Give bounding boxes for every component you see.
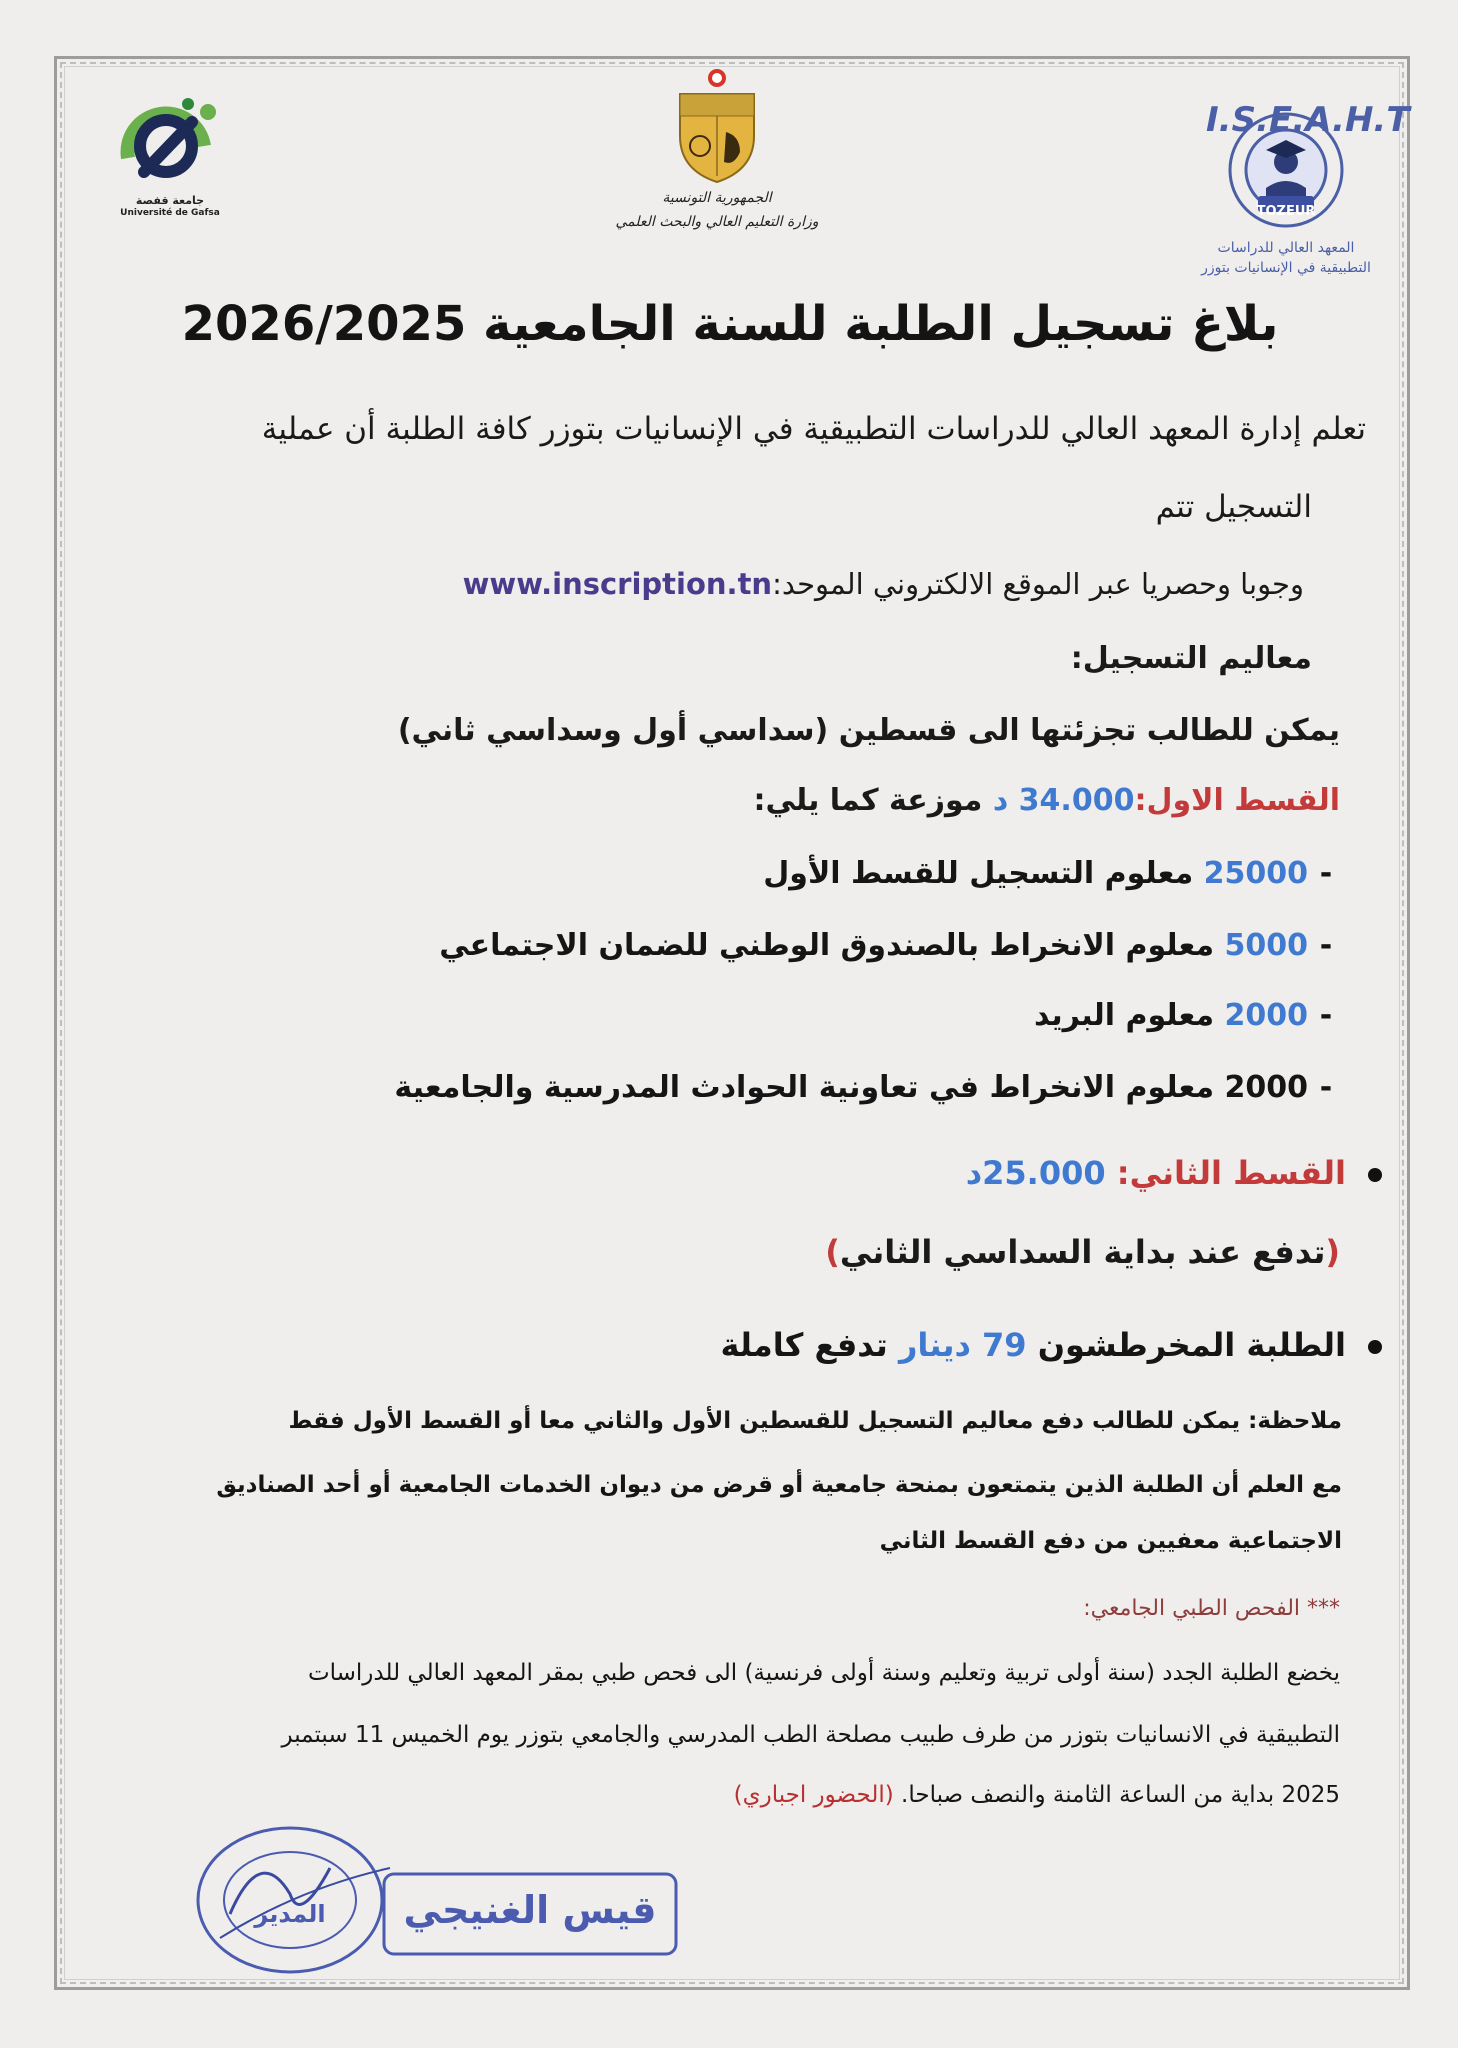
paren-open: ( bbox=[1325, 1233, 1340, 1271]
registered-text-2: تدفع كاملة bbox=[720, 1326, 899, 1364]
fee-item bbox=[244, 998, 1344, 1033]
second-installment-amount: 25.000د bbox=[965, 1154, 1106, 1192]
first-installment-label: القسط الاول: bbox=[1134, 783, 1340, 818]
bullet-icon bbox=[1368, 1168, 1382, 1182]
iseaht-caption-line2: التطبيقية في الإنسانيات بتوزر bbox=[1201, 260, 1371, 276]
fees-heading: معاليم التسجيل: bbox=[1070, 641, 1312, 676]
fee-amount: 25000 bbox=[1203, 856, 1308, 891]
medical-line-2: التطبيقية في الانسانيات بتوزر من طرف طبيب مصلحة الطب المدرسي والجامعي بتوزر يوم الخميس 11 سبتمبر bbox=[281, 1722, 1340, 1748]
iseaht-logo-city: TOZEUR bbox=[1256, 204, 1316, 219]
gafsa-logo-caption-fr: Université de Gafsa bbox=[120, 208, 220, 218]
intro-line-3 bbox=[24, 567, 1304, 601]
fee-item bbox=[244, 1070, 1344, 1105]
iseaht-logo-text: I.S.E.A.H.T bbox=[1206, 100, 1410, 140]
note-line-2: مع العلم أن الطلبة الذين يتمتعون بمنحة جامعية أو قرض من ديوان الخدمات الجامعية أو أحد الصناديق bbox=[216, 1472, 1342, 1498]
fee-amount: 2000 bbox=[1224, 1070, 1308, 1105]
second-installment-line bbox=[182, 1154, 1382, 1192]
announcement-title: بلاغ تسجيل الطلبة للسنة الجامعية 2026/2025 bbox=[181, 296, 1279, 352]
fee-text: معلوم البريد bbox=[1034, 998, 1225, 1033]
fee-text: معلوم الانخراط في تعاونية الحوادث المدرسية والجامعية bbox=[394, 1070, 1225, 1105]
intro-line-2: التسجيل تتم bbox=[1155, 489, 1312, 525]
inscription-link[interactable]: www.inscription.tn bbox=[462, 567, 773, 601]
list-dash: - bbox=[1319, 998, 1333, 1033]
second-installment-label: القسط الثاني: bbox=[1105, 1154, 1346, 1192]
first-installment-amount: 34.000 د bbox=[992, 783, 1135, 818]
stamp-title: المدير bbox=[254, 1900, 326, 1928]
medical-line-3-text: 2025 بداية من الساعة الثامنة والنصف صباحا. bbox=[893, 1782, 1340, 1808]
registered-students-line bbox=[182, 1326, 1382, 1364]
official-stamp bbox=[190, 1818, 400, 1978]
fee-amount: 5000 bbox=[1224, 928, 1308, 963]
fee-text: معلوم التسجيل للقسط الأول bbox=[763, 856, 1204, 891]
iseaht-logo bbox=[1186, 100, 1410, 250]
registered-text-1: الطلبة المخرطشون bbox=[1026, 1326, 1346, 1364]
iseaht-caption-line1: المعهد العالي للدراسات bbox=[1217, 240, 1355, 256]
registered-amount: 79 دينار bbox=[898, 1326, 1027, 1364]
fee-text: معلوم الانخراط بالصندوق الوطني للضمان الاجتماعي bbox=[439, 928, 1225, 963]
gafsa-university-logo bbox=[100, 88, 240, 218]
note-line-1: ملاحظة: يمكن للطالب دفع معاليم التسجيل للقسطين الأول والثاني معا أو القسط الأول فقط bbox=[288, 1408, 1342, 1434]
ministry-label: وزارة التعليم العالي والبحث العلمي bbox=[615, 214, 819, 230]
medical-heading: *** الفحص الطبي الجامعي: bbox=[1083, 1596, 1340, 1621]
intro-line-1: تعلم إدارة المعهد العالي للدراسات التطبيقية في الإنسانيات بتوزر كافة الطلبة أن عملية bbox=[261, 411, 1366, 447]
attendance-mandatory: (الحضور اجباري) bbox=[733, 1782, 894, 1808]
republic-label: الجمهورية التونسية bbox=[662, 190, 772, 206]
paren-close: ) bbox=[825, 1233, 840, 1271]
fee-item bbox=[244, 928, 1344, 963]
gafsa-logo-caption-ar: جامعة قفصة bbox=[135, 194, 205, 207]
second-installment-note-text: تدفع عند بداية السداسي الثاني bbox=[839, 1233, 1326, 1271]
bullet-icon bbox=[1368, 1340, 1382, 1354]
list-dash: - bbox=[1319, 856, 1333, 891]
list-dash: - bbox=[1319, 928, 1333, 963]
list-dash: - bbox=[1319, 1070, 1333, 1105]
fee-amount: 2000 bbox=[1224, 998, 1308, 1033]
tunisia-coat-of-arms-icon bbox=[670, 66, 764, 186]
intro-line-3-text: وجوبا وحصريا عبر الموقع الالكتروني الموحد: bbox=[772, 567, 1304, 601]
medical-line-1: يخضع الطلبة الجدد (سنة أولى تربية وتعليم وسنة أولى فرنسية) الى فحص طبي بمقر المعهد العالي للدراسات bbox=[307, 1660, 1340, 1686]
first-installment-line bbox=[60, 783, 1340, 818]
note-line-3: الاجتماعية معفيين من دفع القسط الثاني bbox=[879, 1528, 1342, 1554]
fee-item bbox=[244, 856, 1344, 891]
second-installment-note bbox=[60, 1233, 1340, 1271]
first-installment-suffix: موزعة كما يلي: bbox=[753, 783, 993, 818]
installments-split-line: يمكن للطالب تجزئتها الى قسطين (سداسي أول وسداسي ثاني) bbox=[397, 713, 1340, 748]
director-name: قيس الغنيجي bbox=[403, 1888, 657, 1932]
medical-line-3 bbox=[40, 1782, 1340, 1808]
